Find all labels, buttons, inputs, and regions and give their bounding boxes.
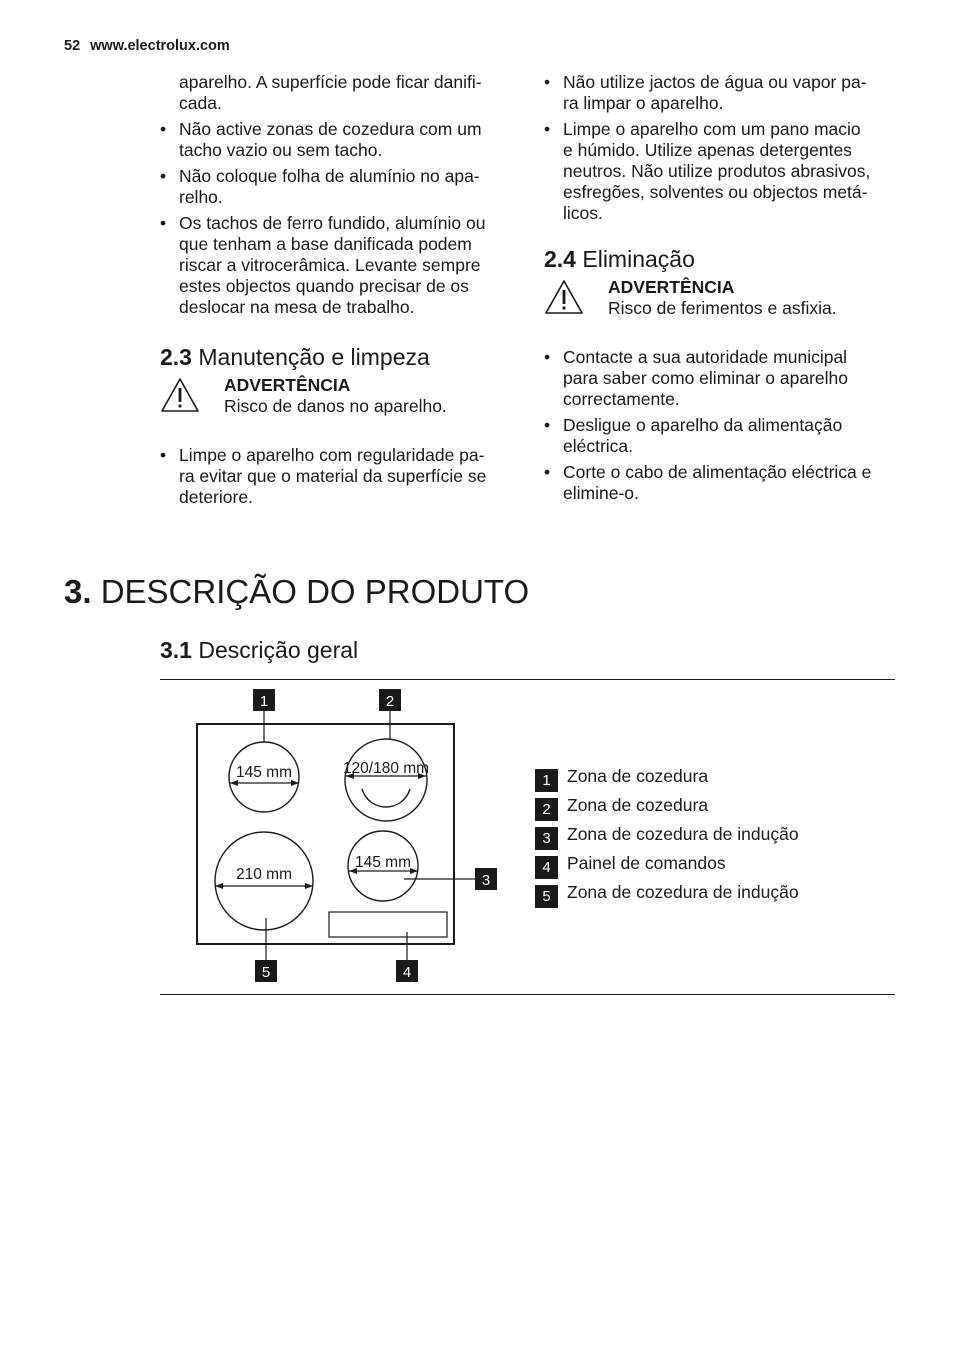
section-title-3: 3. DESCRIÇÃO DO PRODUTO bbox=[64, 573, 530, 610]
list-item: • Limpe o aparelho com um pano macio e húmido. Utilize apenas detergentes neutros. Não utilize produtos abrasivos, esfregões, solventes ou objectos metá- licos. bbox=[544, 119, 900, 224]
legend-number: 5 bbox=[535, 885, 558, 908]
diagram-legend bbox=[535, 766, 799, 911]
list-item: • Desligue o aparelho da alimentação eléctrica. bbox=[544, 415, 900, 457]
callout-4 bbox=[396, 960, 418, 982]
svg-text:3: 3 bbox=[481, 872, 491, 889]
list-item: • Limpe o aparelho com regularidade pa- ra evitar que o material da superfície se deteriore. bbox=[160, 445, 512, 508]
warning-text: Risco de ferimentos e asfixia. bbox=[608, 298, 837, 318]
warning-heading: ADVERTÊNCIA bbox=[608, 277, 735, 297]
legend-number: 4 bbox=[535, 856, 558, 879]
legend-item bbox=[535, 766, 799, 795]
legend-item bbox=[535, 824, 799, 853]
website-link[interactable]: www.electrolux.com bbox=[90, 38, 230, 54]
legend-number: 3 bbox=[535, 827, 558, 850]
legend-label: Zona de cozedura bbox=[567, 795, 709, 815]
legend-item bbox=[535, 853, 799, 882]
zone-5-size-label: 210 mm bbox=[236, 866, 292, 883]
callout-1 bbox=[253, 689, 275, 711]
callout-2 bbox=[379, 689, 401, 711]
list-item: • Corte o cabo de alimentação eléctrica e elimine-o. bbox=[544, 462, 900, 504]
control-panel bbox=[329, 912, 447, 937]
legend-label: Zona de cozedura de indução bbox=[567, 882, 799, 902]
continuation-text: aparelho. A superfície pode ficar danifi- cada. bbox=[179, 72, 482, 113]
svg-text:1: 1 bbox=[259, 693, 269, 710]
zone-2-size-label: 120/180 mm bbox=[342, 760, 430, 777]
legend-label: Zona de cozedura de indução bbox=[567, 824, 799, 844]
legend-number: 1 bbox=[535, 769, 558, 792]
callout-3 bbox=[475, 868, 497, 890]
zone-1-size-label: 145 mm bbox=[236, 764, 292, 781]
inner-zone-arc bbox=[362, 789, 410, 807]
list-item: • Os tachos de ferro fundido, alumínio ou que tenham a base danificada podem riscar a vitrocerâmica. Levante sempre estes objectos quando precisar de os deslocar na mesa de trabalho. bbox=[160, 213, 512, 318]
legend-item bbox=[535, 882, 799, 911]
legend-number: 2 bbox=[535, 798, 558, 821]
list-item: • Não utilize jactos de água ou vapor pa- ra limpar o aparelho. bbox=[544, 72, 900, 114]
svg-text:5: 5 bbox=[261, 964, 271, 981]
warning-heading: ADVERTÊNCIA bbox=[224, 375, 351, 395]
zone-3-size-label: 145 mm bbox=[355, 854, 411, 871]
list-item: • Não coloque folha de alumínio no apa- relho. bbox=[160, 166, 512, 208]
section-heading-3-1: 3.1 Descrição geral bbox=[160, 637, 359, 663]
page-number: 52 bbox=[64, 38, 81, 54]
svg-text:4: 4 bbox=[402, 964, 412, 981]
section-heading-2-4: 2.4 Eliminação bbox=[544, 246, 695, 272]
callout-5 bbox=[255, 960, 277, 982]
section-heading-2-3: 2.3 Manutenção e limpeza bbox=[160, 344, 430, 370]
cooking-zone-2 bbox=[342, 739, 430, 821]
list-item: • Contacte a sua autoridade municipal para saber como eliminar o aparelho correctamente. bbox=[544, 347, 900, 410]
list-item: • Não active zonas de cozedura com um tacho vazio ou sem tacho. bbox=[160, 119, 512, 161]
legend-item bbox=[535, 795, 799, 824]
svg-text:2: 2 bbox=[385, 693, 395, 710]
warning-text: Risco de danos no aparelho. bbox=[224, 396, 447, 416]
legend-label: Painel de comandos bbox=[567, 853, 726, 873]
legend-label: Zona de cozedura bbox=[567, 766, 709, 786]
